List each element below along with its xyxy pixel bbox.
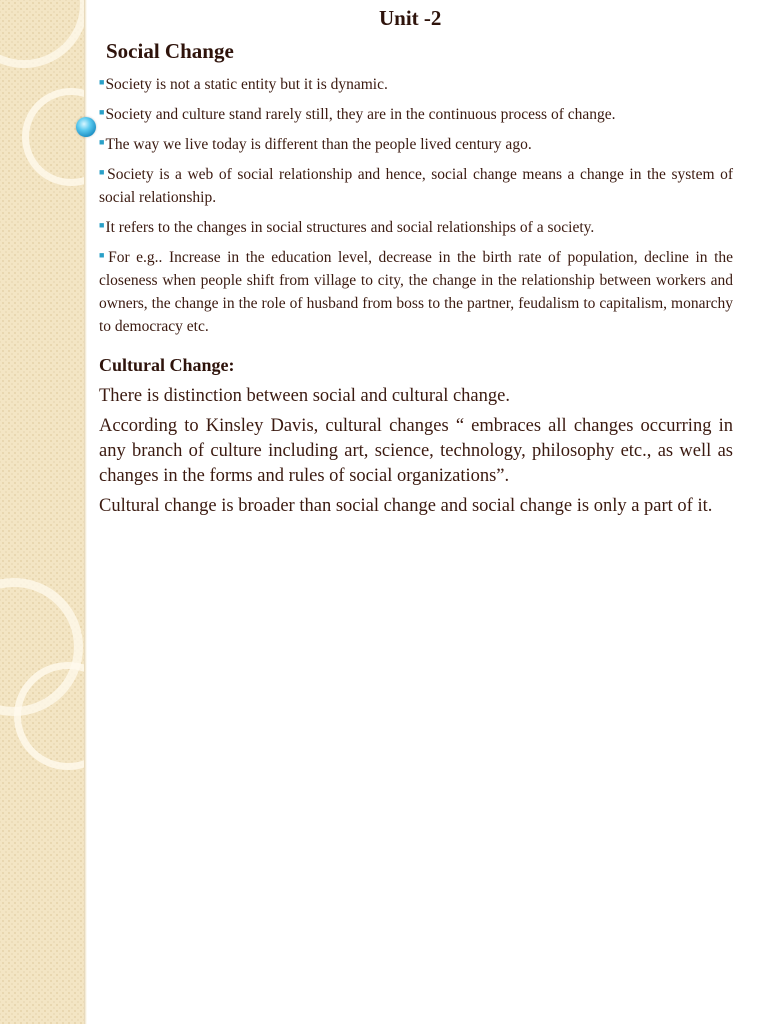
decorative-bead-icon bbox=[76, 117, 96, 137]
list-item: ■For e.g.. Increase in the education level, decrease in the birth rate of population, decline in the closeness when people shift from village to city, the change in the relationship between workers and owners, the change in the role of husband from boss to the partner, feudalism to capitalism, monarchy to democracy etc. bbox=[99, 249, 734, 335]
paragraph: According to Kinsley Davis, cultural changes “ embraces all changes occurring in any branch of culture including art, science, technology, philosophy etc., as well as changes in the forms and rules of social organizations”. bbox=[99, 416, 733, 486]
list-item: ■The way we live today is different than the people lived century ago. bbox=[99, 136, 532, 153]
bullet-list bbox=[99, 71, 733, 343]
paragraph: Cultural change is broader than social change and social change is only a part of it. bbox=[99, 496, 713, 516]
section-title: Social Change bbox=[106, 39, 234, 63]
cultural-change-body bbox=[99, 384, 733, 524]
bullet-icon: ■ bbox=[99, 77, 105, 87]
bullet-icon: ■ bbox=[99, 250, 108, 260]
decorative-sidebar bbox=[0, 0, 84, 1024]
bullet-icon: ■ bbox=[99, 107, 105, 117]
decorative-ring-upper bbox=[22, 88, 84, 186]
list-item: ■It refers to the changes in social structures and social relationships of a society. bbox=[99, 219, 595, 236]
bullet-icon: ■ bbox=[99, 220, 105, 230]
list-item: ■Society is not a static entity but it is dynamic. bbox=[99, 76, 388, 93]
paragraph: There is distinction between social and cultural change. bbox=[99, 386, 510, 406]
bullet-icon: ■ bbox=[99, 167, 107, 177]
sidebar-edge bbox=[84, 0, 87, 1024]
decorative-ring-top bbox=[0, 0, 84, 68]
bullet-icon: ■ bbox=[99, 137, 105, 147]
list-item: ■Society is a web of social relationship and hence, social change means a change in the system of social relationship. bbox=[99, 166, 734, 206]
list-item: ■Society and culture stand rarely still, they are in the continuous process of change. bbox=[99, 106, 616, 123]
cultural-change-heading: Cultural Change: bbox=[99, 355, 235, 375]
unit-title: Unit -2 bbox=[379, 6, 442, 30]
